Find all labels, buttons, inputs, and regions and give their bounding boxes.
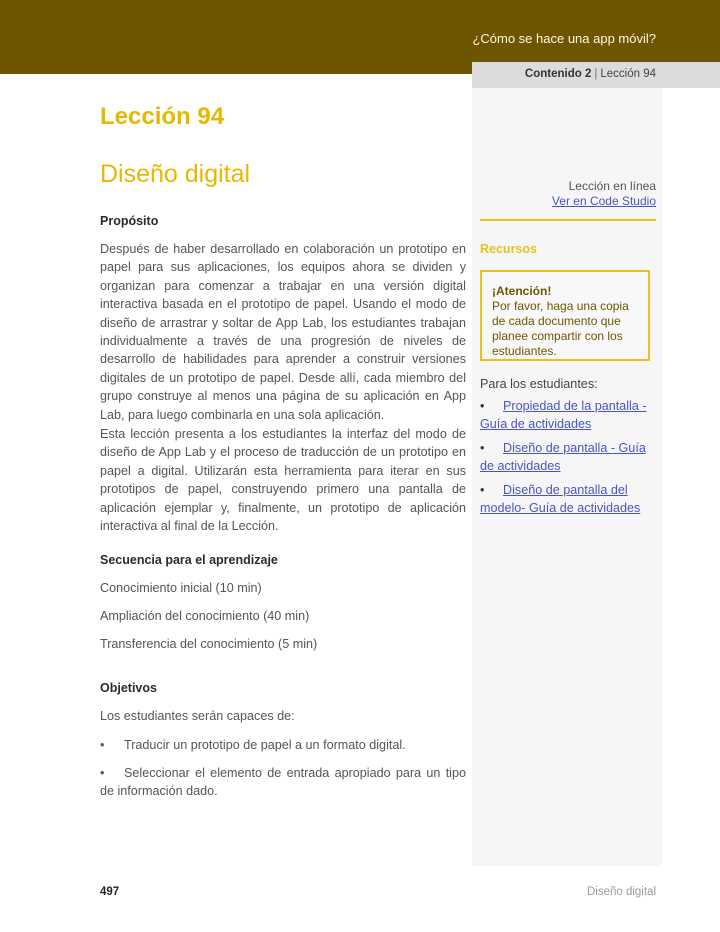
sidebar-divider — [480, 219, 656, 221]
purpose-paragraph-1: Después de haber desarrollado en colaboración un prototipo en papel para sus aplicaciones, los equipos ahora se dividen y organizan para comenzar a trabajar en una versión digital interactiva basada en el prototipo de papel. Usando el modo de diseño de arrastrar y soltar de App Lab, los estudiantes trabajan individualmente a través de una progresión de niveles de desarrollo de habilidades para aprender a construir versiones digitales de un prototipo de papel. Desde allí, cada miembro del grupo construye al menos una página de su aplicación en App Lab, para luego combinarla en una sola aplicación. — [100, 242, 466, 422]
purpose-heading: Propósito — [100, 214, 159, 228]
objectives-heading: Objetivos — [100, 681, 157, 695]
breadcrumb — [525, 68, 656, 80]
sequence-item: Ampliación del conocimiento (40 min) — [100, 609, 310, 623]
resource-item — [480, 397, 660, 433]
footer-title: Diseño digital — [586, 886, 656, 898]
lesson-title: Diseño digital — [100, 160, 251, 188]
resource-link-screen-design[interactable]: Diseño de pantalla - Guía de actividades — [480, 441, 646, 473]
sequence-heading: Secuencia para el aprendizaje — [100, 553, 278, 567]
breadcrumb-separator: | — [594, 68, 598, 80]
bullet-icon: • — [480, 441, 485, 455]
book-title: ¿Cómo se hace una app móvil? — [472, 31, 656, 46]
objective-text: Traducir un prototipo de papel a un formato digital. — [124, 738, 406, 752]
resource-link-screen-property[interactable]: Propiedad de la pantalla - Guía de actividades — [480, 399, 647, 431]
online-lesson-label: Lección en línea — [568, 179, 656, 193]
breadcrumb-section: Contenido 2 — [524, 68, 592, 80]
bullet-icon: • — [100, 738, 105, 752]
objective-item — [100, 764, 466, 801]
breadcrumb-lesson: Lección 94 — [600, 68, 656, 80]
resources-heading: Recursos — [480, 242, 537, 256]
purpose-paragraph-2: Esta lección presenta a los estudiantes la interfaz del modo de diseño de App Lab y el proceso de traducción de un prototipo en papel a digital. Utilizarán esta herramienta para iterar en sus prototipos de papel, construyendo primero una pantalla de aplicación ejemplar y, finalmente, un prototipo de aplicación interactiva al final de la Lección. — [100, 427, 466, 534]
for-students-label: Para los estudiantes: — [480, 377, 598, 391]
page-number: 497 — [100, 886, 120, 898]
bullet-icon: • — [100, 766, 105, 780]
objective-text: Seleccionar el elemento de entrada apropiado para un tipo de información dado. — [100, 766, 466, 799]
sequence-item: Transferencia del conocimiento (5 min) — [100, 637, 318, 651]
lesson-number: Lección 94 — [100, 103, 225, 130]
resource-item — [480, 481, 660, 517]
bullet-icon: • — [480, 399, 485, 413]
resource-item — [480, 439, 660, 475]
objective-item — [100, 736, 466, 754]
attention-box — [480, 270, 650, 361]
bullet-icon: • — [480, 483, 485, 497]
attention-title: ¡Atención! — [492, 284, 552, 298]
resource-link-model-screen-design[interactable]: Diseño de pantalla del modelo- Guía de actividades — [480, 483, 641, 515]
code-studio-link[interactable]: Ver en Code Studio — [551, 194, 656, 208]
sequence-item: Conocimiento inicial (10 min) — [100, 581, 262, 595]
objectives-intro: Los estudiantes serán capaces de: — [100, 709, 295, 723]
breadcrumb-band — [472, 62, 720, 88]
attention-text: Por favor, haga una copia de cada documento que planee compartir con los estudiantes. — [492, 299, 629, 358]
